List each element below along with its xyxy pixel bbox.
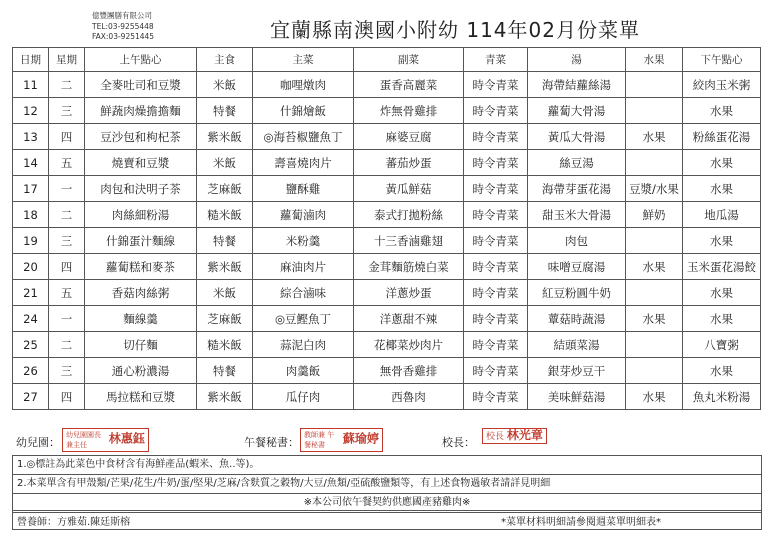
menu-cell: ◎豆鰹魚丁	[253, 306, 354, 332]
menu-cell: 二	[49, 72, 85, 98]
menu-cell: ◎海苔椒鹽魚丁	[253, 124, 354, 150]
menu-cell: 豆漿/水果	[626, 176, 683, 202]
menu-cell: 水果	[626, 384, 683, 410]
header-cell: 青菜	[464, 48, 528, 72]
menu-cell: 五	[49, 280, 85, 306]
menu-row	[13, 150, 761, 176]
menu-cell: 米飯	[197, 72, 253, 98]
menu-cell: 無骨香雞排	[354, 358, 464, 384]
menu-cell: 12	[13, 98, 49, 124]
dietitian-credit: 營養師：方雅茹.陳廷斯榕	[17, 517, 131, 528]
menu-cell: 三	[49, 98, 85, 124]
menu-cell: 豆沙包和枸杞茶	[85, 124, 197, 150]
menu-cell: 味噌豆腐湯	[528, 254, 626, 280]
menu-cell: 米飯	[197, 150, 253, 176]
stamp-name: 林惠鈺	[108, 431, 145, 446]
menu-cell: 麵線羹	[85, 306, 197, 332]
menu-cell: 鮮奶	[626, 202, 683, 228]
menu-cell: 時令青菜	[464, 202, 528, 228]
menu-row	[13, 124, 761, 150]
menu-cell: 綜合滷味	[253, 280, 354, 306]
menu-cell: 水果	[626, 254, 683, 280]
menu-cell: 馬拉糕和豆漿	[85, 384, 197, 410]
stamp-name: 林光章	[506, 428, 543, 442]
menu-cell: 蘿蔔大骨湯	[528, 98, 626, 124]
menu-cell: 水果	[683, 280, 761, 306]
menu-cell: 水果	[683, 176, 761, 202]
menu-cell: 26	[13, 358, 49, 384]
company-name: 億豐團膳有限公司	[92, 11, 152, 20]
menu-cell: 鹽酥雞	[253, 176, 354, 202]
menu-cell: 芝麻飯	[197, 306, 253, 332]
header-cell: 副菜	[354, 48, 464, 72]
menu-cell: 時令青菜	[464, 228, 528, 254]
menu-cell: 肉包	[528, 228, 626, 254]
stamp-title: 校長	[486, 432, 505, 442]
header-cell: 日期	[13, 48, 49, 72]
menu-cell: 特餐	[197, 358, 253, 384]
menu-cell	[626, 98, 683, 124]
kindergarten-label: 幼兒園：	[16, 436, 60, 449]
menu-cell: 25	[13, 332, 49, 358]
menu-cell: 糙米飯	[197, 202, 253, 228]
menu-cell: 紅豆粉圓牛奶	[528, 280, 626, 306]
menu-cell: 四	[49, 124, 85, 150]
menu-body	[13, 72, 761, 410]
menu-cell: 洋蔥甜不辣	[354, 306, 464, 332]
footer	[12, 510, 762, 530]
menu-cell	[626, 72, 683, 98]
menu-cell: 水果	[683, 150, 761, 176]
header-cell: 湯	[528, 48, 626, 72]
header-cell: 主食	[197, 48, 253, 72]
menu-cell: 魚丸米粉湯	[683, 384, 761, 410]
menu-row	[13, 384, 761, 410]
menu-row	[13, 332, 761, 358]
menu-row	[13, 98, 761, 124]
menu-cell: 玉米蛋花湯餃	[683, 254, 761, 280]
menu-cell: 時令青菜	[464, 98, 528, 124]
secretary-stamp	[300, 428, 383, 452]
menu-cell: 麻婆豆腐	[354, 124, 464, 150]
menu-cell	[626, 332, 683, 358]
menu-cell: 壽喜燒肉片	[253, 150, 354, 176]
menu-cell: 什錦蛋汁麵線	[85, 228, 197, 254]
menu-cell: 粉絲蛋花湯	[683, 124, 761, 150]
menu-cell: 水果	[626, 306, 683, 332]
menu-cell: 時令青菜	[464, 254, 528, 280]
menu-cell: 蘿蔔糕和麥茶	[85, 254, 197, 280]
menu-cell: 米粉羹	[253, 228, 354, 254]
menu-cell: 糙米飯	[197, 332, 253, 358]
menu-cell: 17	[13, 176, 49, 202]
stamp-name: 蘇瑜婷	[342, 431, 379, 446]
menu-cell: 肉包和決明子茶	[85, 176, 197, 202]
menu-cell: 瓜仔肉	[253, 384, 354, 410]
menu-cell: 紫米飯	[197, 384, 253, 410]
menu-cell: 水果	[683, 228, 761, 254]
menu-cell: 水果	[626, 124, 683, 150]
menu-cell: 紫米飯	[197, 124, 253, 150]
page-title: 宜蘭縣南澳國小附幼 114年02月份菜單	[270, 18, 640, 42]
menu-cell: 四	[49, 254, 85, 280]
menu-cell: 地瓜湯	[683, 202, 761, 228]
menu-cell: 通心粉濃湯	[85, 358, 197, 384]
menu-cell: 三	[49, 228, 85, 254]
menu-row	[13, 254, 761, 280]
menu-cell: 香菇肉絲粥	[85, 280, 197, 306]
menu-cell: 時令青菜	[464, 332, 528, 358]
menu-cell: 二	[49, 202, 85, 228]
allergen-note: 2.本菜單含有甲殼類/芒果/花生/牛奶/蛋/堅果/芝麻/含麩質之穀物/大豆/魚類/亞硫酸鹽類等，有上述食物過敏者請詳見明細	[13, 475, 761, 494]
company-fax: FAX:03-9251445	[92, 32, 155, 41]
menu-cell: 時令青菜	[464, 124, 528, 150]
menu-cell: 燒賣和豆漿	[85, 150, 197, 176]
menu-cell: 結頭菜湯	[528, 332, 626, 358]
menu-cell: 什錦燴飯	[253, 98, 354, 124]
menu-cell	[626, 150, 683, 176]
menu-cell: 五	[49, 150, 85, 176]
menu-cell: 蘿蔔滷肉	[253, 202, 354, 228]
menu-cell: 麻油肉片	[253, 254, 354, 280]
menu-cell: 時令青菜	[464, 280, 528, 306]
seafood-note: 1.◎標註為此菜色中食材含有海鮮產品(蝦米、魚..等)。	[13, 456, 761, 475]
menu-cell: 海帶芽蛋花湯	[528, 176, 626, 202]
menu-cell: 時令青菜	[464, 358, 528, 384]
header-cell: 水果	[626, 48, 683, 72]
reference-note: *菜單材料明細請參閱週菜單明細表*	[501, 517, 661, 528]
menu-cell: 一	[49, 176, 85, 202]
menu-cell: 27	[13, 384, 49, 410]
menu-cell	[626, 280, 683, 306]
menu-cell: 咖哩燉肉	[253, 72, 354, 98]
menu-cell: 20	[13, 254, 49, 280]
menu-cell: 西魯肉	[354, 384, 464, 410]
menu-row	[13, 358, 761, 384]
menu-table	[12, 47, 761, 410]
menu-row	[13, 306, 761, 332]
menu-cell: 十三香滷雞翅	[354, 228, 464, 254]
company-tel: TEL:03-9255448	[92, 21, 154, 31]
menu-cell: 13	[13, 124, 49, 150]
menu-cell: 炸無骨雞排	[354, 98, 464, 124]
menu-cell: 蒜泥白肉	[253, 332, 354, 358]
menu-cell: 銀芽炒豆干	[528, 358, 626, 384]
menu-cell: 花椰菜炒肉片	[354, 332, 464, 358]
menu-cell: 時令青菜	[464, 72, 528, 98]
menu-row	[13, 176, 761, 202]
menu-cell: 時令青菜	[464, 150, 528, 176]
menu-cell: 特餐	[197, 98, 253, 124]
stamp-title: 教師兼 午餐秘書	[304, 431, 335, 449]
menu-cell: 鮮蔬肉燥擔擔麵	[85, 98, 197, 124]
menu-cell: 海帶結蘿絲湯	[528, 72, 626, 98]
menu-cell: 紫米飯	[197, 254, 253, 280]
menu-cell: 甜玉米大骨湯	[528, 202, 626, 228]
secretary-label: 午餐秘書：	[244, 436, 299, 449]
menu-cell: 洋蔥炒蛋	[354, 280, 464, 306]
menu-cell: 水果	[683, 98, 761, 124]
kindergarten-stamp	[62, 428, 149, 452]
signature-row	[12, 427, 760, 453]
menu-cell: 24	[13, 306, 49, 332]
menu-cell: 美味鮮菇湯	[528, 384, 626, 410]
menu-cell: 切仔麵	[85, 332, 197, 358]
header-cell: 下午點心	[683, 48, 761, 72]
menu-row	[13, 228, 761, 254]
menu-row	[13, 280, 761, 306]
menu-cell: 三	[49, 358, 85, 384]
menu-cell: 絞肉玉米粥	[683, 72, 761, 98]
menu-cell: 21	[13, 280, 49, 306]
menu-row	[13, 72, 761, 98]
menu-cell: 米飯	[197, 280, 253, 306]
menu-cell: 全麥吐司和豆漿	[85, 72, 197, 98]
menu-cell: 黃瓜大骨湯	[528, 124, 626, 150]
menu-cell: 特餐	[197, 228, 253, 254]
header-cell: 上午點心	[85, 48, 197, 72]
menu-row	[13, 202, 761, 228]
menu-cell: 18	[13, 202, 49, 228]
menu-cell: 14	[13, 150, 49, 176]
company-info	[92, 11, 154, 43]
notes-section	[12, 455, 762, 513]
menu-cell: 黃瓜鮮菇	[354, 176, 464, 202]
menu-cell: 蛋香高麗菜	[354, 72, 464, 98]
menu-cell: 11	[13, 72, 49, 98]
menu-cell: 水果	[683, 358, 761, 384]
menu-cell: 時令青菜	[464, 384, 528, 410]
menu-cell: 蕃茄炒蛋	[354, 150, 464, 176]
menu-cell: 時令青菜	[464, 306, 528, 332]
menu-cell: 肉羹飯	[253, 358, 354, 384]
menu-cell: 蕈菇時蔬湯	[528, 306, 626, 332]
principal-label: 校長：	[442, 436, 475, 449]
menu-cell: 泰式打拋粉絲	[354, 202, 464, 228]
menu-cell: 二	[49, 332, 85, 358]
menu-cell: 芝麻飯	[197, 176, 253, 202]
menu-cell: 絲豆湯	[528, 150, 626, 176]
header-cell: 主菜	[253, 48, 354, 72]
menu-cell: 水果	[683, 306, 761, 332]
menu-cell: 四	[49, 384, 85, 410]
meat-origin-note: ※本公司依午餐契約供應國產豬雞肉※	[13, 494, 761, 513]
stamp-title: 幼兒園園長 兼主任	[66, 431, 101, 449]
menu-cell: 金茸麵筋燒白菜	[354, 254, 464, 280]
menu-cell	[626, 358, 683, 384]
menu-cell: 一	[49, 306, 85, 332]
menu-header-row	[13, 48, 761, 72]
menu-cell: 八寶粥	[683, 332, 761, 358]
menu-cell: 19	[13, 228, 49, 254]
menu-cell: 肉絲細粉湯	[85, 202, 197, 228]
principal-stamp	[482, 428, 547, 444]
menu-cell	[626, 228, 683, 254]
menu-cell: 時令青菜	[464, 176, 528, 202]
header-cell: 星期	[49, 48, 85, 72]
